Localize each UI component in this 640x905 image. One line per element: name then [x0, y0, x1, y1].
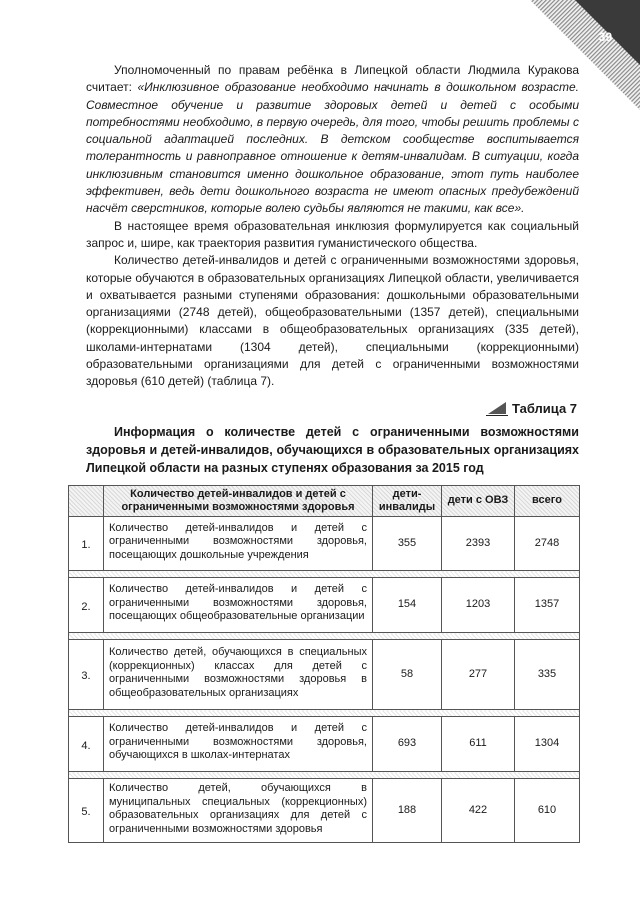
header-description: Количество детей-инвалидов и детей с ограниченными возможностями здоровья	[104, 486, 373, 517]
row-ovz-value: 1203	[442, 578, 515, 633]
row-ovz-value: 611	[442, 717, 515, 772]
table-header-row	[69, 486, 580, 517]
row-description: Количество детей, обучающихся в специальных (коррекционных) классах для детей с ограниченными возможностями здоровья в общеобразовательных организациях	[104, 640, 373, 710]
row-separator	[69, 772, 580, 779]
paragraph-1-lead: Уполномоченный по правам ребёнка в Липецкой области Людмила Куракова считает:	[86, 63, 579, 95]
header-num	[69, 486, 104, 517]
header-total: всего	[515, 486, 580, 517]
row-total-value: 1357	[515, 578, 580, 633]
row-description: Количество детей-инвалидов и детей с ограниченными возможностями здоровья, обучающихся в школах-интернатах	[104, 717, 373, 772]
row-separator	[69, 633, 580, 640]
table-label-text: Таблица 7	[512, 400, 578, 416]
data-table	[68, 485, 580, 843]
header-disabled: дети-инвалиды	[373, 486, 442, 517]
table-row	[69, 578, 580, 633]
row-description: Количество детей-инвалидов и детей с ограниченными возможностями здоровья, посещающих общеобразовательные организации	[104, 578, 373, 633]
header-ovz: дети с ОВЗ	[442, 486, 515, 517]
row-disabled-value: 693	[373, 717, 442, 772]
row-description: Количество детей-инвалидов и детей с ограниченными возможностями здоровья, посещающих дошкольные учреждения	[104, 517, 373, 571]
row-total-value: 610	[515, 779, 580, 843]
table-row	[69, 640, 580, 710]
row-disabled-value: 58	[373, 640, 442, 710]
table-label	[486, 400, 577, 416]
row-number: 3.	[69, 640, 104, 710]
paragraph-1-quote: «Инклюзивное образование необходимо начинать в дошкольном возрасте. Совместное обучение и развитие здоровых детей и детей с особыми потребностями необходимо, в первую очередь, для того, чтобы решить проблемы с социальной адаптацией последних. В детском сообществе воспитывается толерантность и равноправное отношение к детям-инвалидам. В ситуации, когда инклюзивным становится именно дошкольное образование, этот путь наиболее эффективен, ведь дети дошкольного возраста не имеют опасных предубеждений насчёт сверстников, которые волею судьбы являются не такими, как все».	[86, 80, 579, 216]
table-row	[69, 779, 580, 843]
row-description: Количество детей, обучающихся в муниципальных специальных (коррекционных) образовательных организациях для детей с ограниченными возможностями здоровья	[104, 779, 373, 843]
row-disabled-value: 154	[373, 578, 442, 633]
table-marker-icon	[486, 400, 508, 416]
row-ovz-value: 422	[442, 779, 515, 843]
row-number: 4.	[69, 717, 104, 772]
row-ovz-value: 277	[442, 640, 515, 710]
page-number: 39	[598, 30, 612, 44]
row-total-value: 2748	[515, 517, 580, 571]
row-number: 5.	[69, 779, 104, 843]
row-total-value: 335	[515, 640, 580, 710]
row-separator	[69, 710, 580, 717]
paragraph-2: В настоящее время образовательная инклюзия формулируется как социальный запрос и, шире, как траектория развития гуманистического общества.	[86, 218, 579, 250]
table-title: Информация о количестве детей с ограниченными возможностями здоровья и детей-инвалидов, обучающихся в образовательных организациях Липецкой области на разных ступенях образования за 2015 год	[86, 425, 579, 475]
table-row	[69, 717, 580, 772]
row-ovz-value: 2393	[442, 517, 515, 571]
paragraph-1	[86, 62, 579, 218]
row-separator	[69, 571, 580, 578]
paragraph-3: Количество детей-инвалидов и детей с ограниченными возможностями здоровья, которые обучаются в образовательных организациях Липецкой области, увеличивается и охватывается разными ступенями образования: дошкольными образовательными организациями (2748 детей), общеобразовательными (1357 детей), специальными (коррекционными) классами в общеобразовательных организациях (335 детей), школами-интернатами (1304 детей), специальными (коррекционными) образовательными организациями для детей с ограниченными возможностями здоровья (610 детей) (таблица 7).	[86, 253, 579, 389]
row-number: 2.	[69, 578, 104, 633]
row-disabled-value: 188	[373, 779, 442, 843]
row-disabled-value: 355	[373, 517, 442, 571]
body-text	[86, 62, 579, 391]
row-total-value: 1304	[515, 717, 580, 772]
row-number: 1.	[69, 517, 104, 571]
table-row	[69, 517, 580, 571]
